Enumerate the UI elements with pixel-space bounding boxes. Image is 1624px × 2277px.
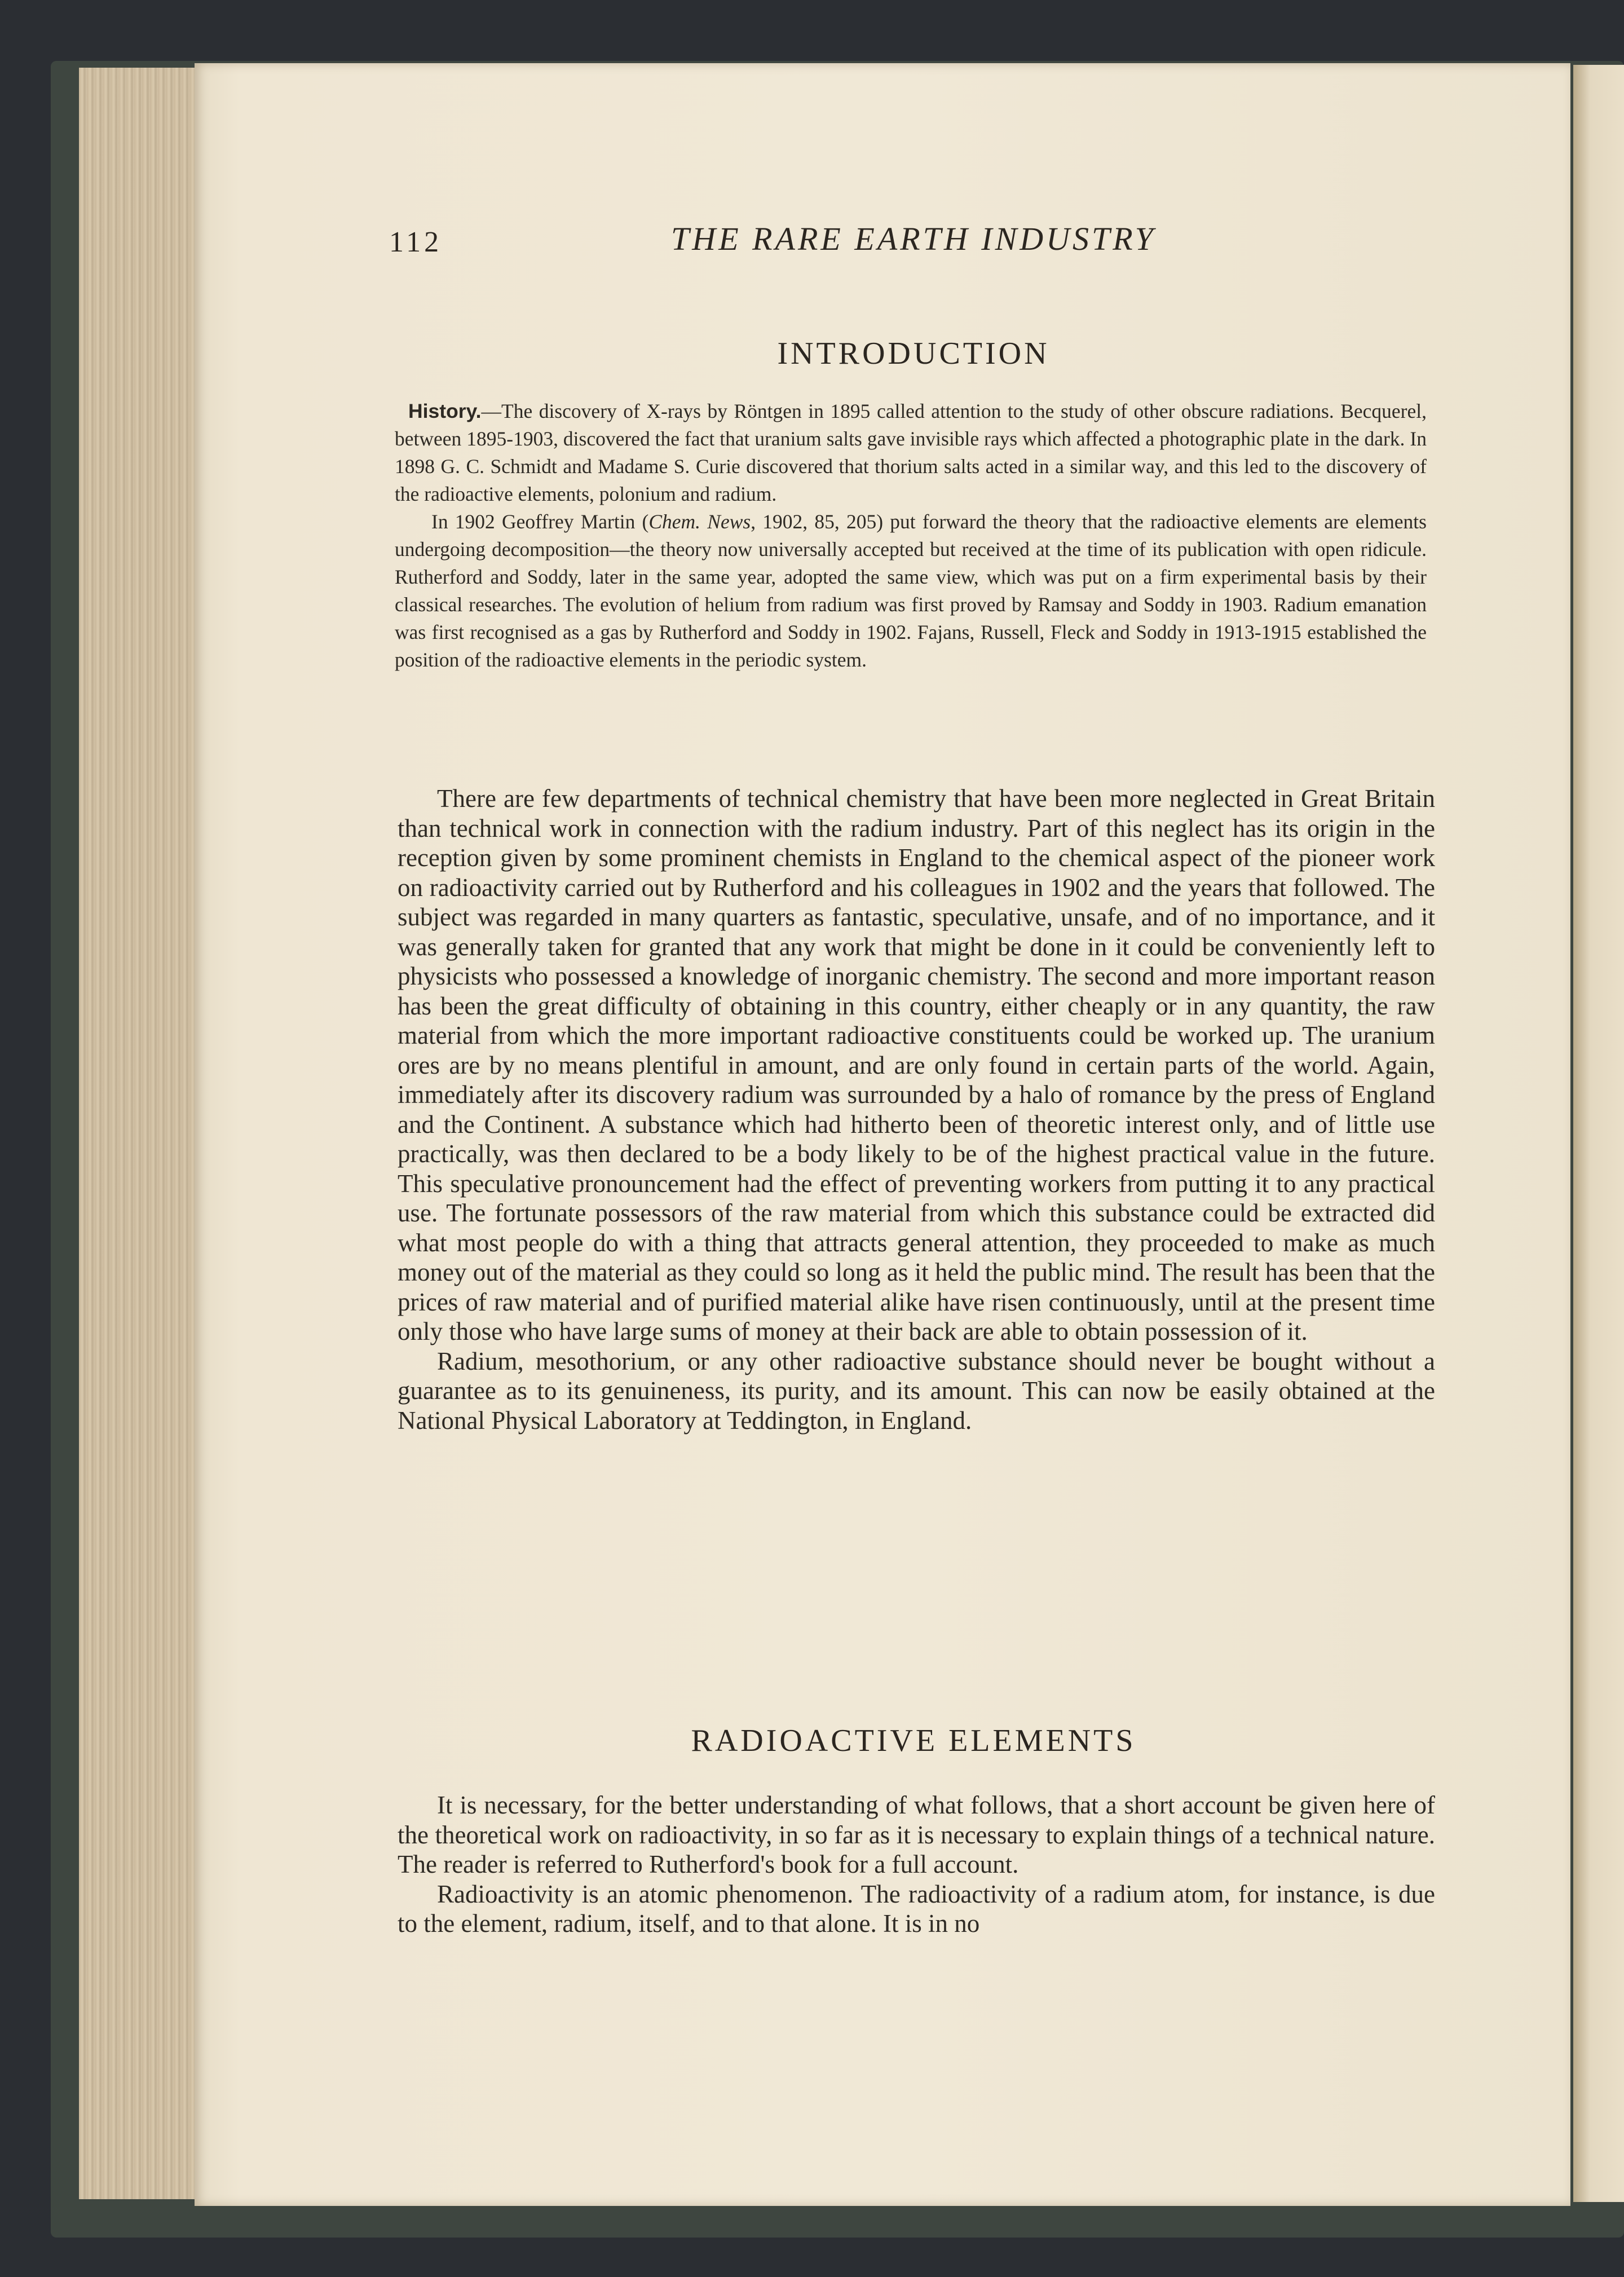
history-label: History. (408, 400, 482, 422)
body-paragraph-2: Radium, mesothorium, or any other radioactive substance should never be bought without a guarantee as to its genuineness, its purity, and its amount. This can now be easily obtained at the National Physical Laboratory at Teddington, in England. (398, 1347, 1435, 1435)
history-note (395, 398, 1427, 674)
history-citation: Chem. News (648, 510, 751, 533)
introduction-heading: INTRODUCTION (777, 336, 1050, 371)
facing-page-edge (1573, 65, 1624, 2202)
history-text-2a: In 1902 Geoffrey Martin ( (431, 510, 649, 533)
body-paragraph-1: There are few departments of technical chemistry that have been more neglected in Great Britain than technical work in connection with the radium industry. Part of this neglect has its origin in the reception given by some prominent chemists in England to the chemical aspect of the pioneer work on radioactivity carried out by Rutherford and his colleagues in 1902 and the years that followed. The subject was regarded in many quarters as fantastic, speculative, unsafe, and of no importance, and it was generally taken for granted that any work that might be done in it could be conveniently left to physicists who possessed a knowledge of inorganic chemistry. The second and more important reason has been the great difficulty of obtaining in this country, either cheaply or in any quantity, the raw material from which the more important radioactive constituents could be worked up. The uranium ores are by no means plentiful in amount, and are only found in certain parts of the world. Again, immediately after its discovery radium was surrounded by a halo of romance by the press of England and the Continent. A substance which had hitherto been of theoretic interest only, and of little use practically, was then declared to be a body likely to be of the highest practical value in the future. This speculative pronouncement had the effect of preventing workers from putting it to any practical use. The fortunate possessors of the raw material from which this substance could be extracted did what most people do with a thing that attracts general attention, they proceeded to make as much money out of the material as they could so long as it held the public mind. The result has been that the prices of raw material and of purified material alike have risen continuously, until at the present time only those who have large sums of money at their back are able to obtain possession of it. (398, 784, 1435, 1345)
history-paragraph-1 (395, 398, 1427, 508)
history-paragraph-2 (395, 508, 1427, 674)
body-paragraph-3: It is necessary, for the better understanding of what follows, that a short account be given here of the theoretical work on radioactivity, in so far as it is necessary to explain things of a technical nature. The reader is referred to Rutherford's book for a full account. (398, 1791, 1435, 1878)
running-title: THE RARE EARTH INDUSTRY (671, 220, 1156, 257)
body-paragraph-4: Radioactivity is an atomic phenomenon. The radioactivity of a radium atom, for instance, is due to the element, radium, itself, and to that alone. It is in no (398, 1879, 1435, 1938)
page-edges (79, 68, 201, 2199)
history-text-1: —The discovery of X-rays by Röntgen in 1895 called attention to the study of other obscure radiations. Becquerel, between 1895-1903, discovered the fact that uranium salts gave invisible rays which affected a photographic plate in the dark. In 1898 G. C. Schmidt and Madame S. Curie discovered that thorium salts acted in a similar way, and this led to the discovery of the radioactive elements, polonium and radium. (395, 400, 1427, 505)
page-number: 112 (389, 226, 443, 258)
radioactive-body (398, 1790, 1435, 1939)
radioactive-elements-heading: RADIOACTIVE ELEMENTS (691, 1723, 1136, 1758)
introduction-body (398, 784, 1435, 1435)
running-head (389, 220, 1438, 265)
history-text-2b: , 1902, 85, 205) put forward the theory that the radioactive elements are elements undergoing decomposition—the theory now universally accepted but received at the time of its publication with open ridicule. Rutherford and Soddy, later in the same year, adopted the same view, which was put on a firm experimental basis by their classical researches. The evolution of helium from radium was first proved by Ramsay and Soddy in 1903. Radium emanation was first recognised as a gas by Rutherford and Soddy in 1902. Fajans, Russell, Fleck and Soddy in 1913-1915 established the position of the radioactive elements in the periodic system. (395, 510, 1427, 671)
